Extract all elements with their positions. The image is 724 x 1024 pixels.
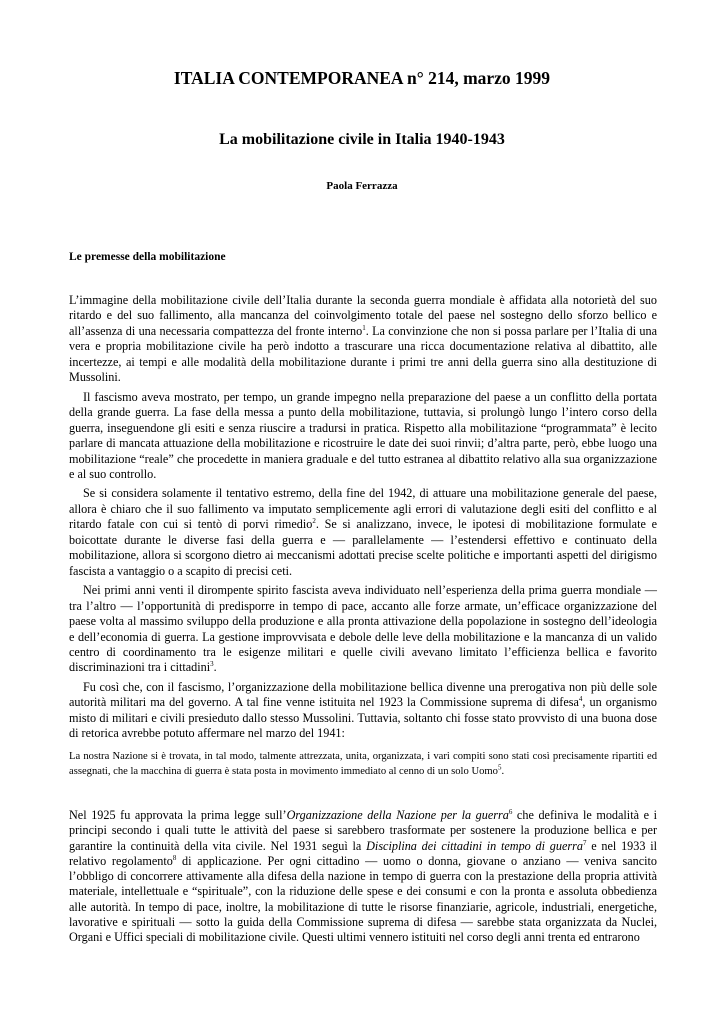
paragraph-text: Se si considera solamente il tentativo estremo, della fine del 1942, di attuare una mobilitazione generale del paese, allora è chiaro che il suo fallimento va imputato semplicemente agli errori di valutazione degli esiti del conflitto e al ritardo fatale con cui si tentò di porvi rimedio	[69, 486, 657, 532]
law-title: Organizzazione della Nazione per la guerra	[286, 808, 509, 822]
paragraph-4	[69, 583, 657, 676]
paragraph-text: di applicazione. Per ogni cittadino — uomo o donna, giovane o anziano — veniva sancito l’obbligo di concorrere attivamente alla difesa della nazione in tempo di guerra con la prestazione della propria attività materiale, intellettuale e “spirituale”, con la riduzione delle spese e dei consumi e con la pronta e assoluta obbedienza alle autorità. In tempo di pace, inoltre, la mobilitazione di tutte le risorse finanziarie, agricole, industriali, energetiche, lavorative e spirituali — sotto la guida della Commissione suprema di difesa — sarebbe stata organizzata da Nuclei, Organi e Uffici speciali di mobilitazione civile. Questi ultimi vennero istituiti nel corso degli anni trenta ed entrarono	[69, 853, 657, 945]
author-name: Paola Ferrazza	[326, 180, 398, 192]
journal-header: ITALIA CONTEMPORANEA n° 214, marzo 1999	[173, 68, 551, 88]
paragraph-text: Nei primi anni venti il dirompente spirito fascista aveva individuato nell’esperienza della prima guerra mondiale — tra l’altro — l’opportunità di predisporre in tempo di pace, accanto alle forze armate, un’efficace organizzazione del paese volta al massimo sviluppo della produzione e alla pronta attivazione della popolazione in sostegno dell’ideologia e dell’economia di guerra. La gestione improvvisata e debole delle leve della mobilitazione e la mancanza di un valido centro di coordinamento tra le esigenze militari e quelle civili avevano limitato l’efficienza bellica e favorito discriminazioni tra i cittadini	[69, 583, 657, 675]
paragraph-text: Nel 1925 fu approvata la prima legge sull’	[69, 808, 287, 822]
paragraph-text: Fu così che, con il fascismo, l’organizzazione della mobilitazione bellica divenne una prerogativa non più delle sole autorità militari ma del governo. A tal fine venne istituita nel 1923 la Commissione suprema di difesa	[69, 679, 657, 710]
paragraph-text: L’immagine della mobilitazione civile dell’Italia durante la seconda guerra mondiale è affidata alla notorietà del suo ritardo e del suo fallimento, alla mancanza del coinvolgimento totale del paese nel sostegno dello sforzo bellico e all’assenza di una necessaria compattezza del fronte interno	[69, 293, 657, 338]
paragraph-3	[69, 486, 657, 579]
paragraph-text: .	[213, 660, 217, 675]
paragraph-text: . Se si analizzano, invece, le ipotesi di mobilitazione formulate e boicottate durante le diverse fasi della guerra e — parallelamente — l’estendersi effettivo e continuato della mobilitazione, allora si scorgono dietro ai meccanismi adottati precise scelte politiche e importanti aspetti del dirigismo fascista a vantaggio o a scapito di precisi ceti.	[69, 517, 657, 578]
paragraph-text: e nel 1933 il relativo regolamento	[69, 838, 657, 868]
footnote-ref: 2	[312, 517, 316, 526]
paragraph-5	[69, 680, 657, 742]
paragraph-text: che definiva le modalità e i principi secondo i quali tutte le attività del paese si sarebbero trasformate per sostenere la produzione bellica e per garantire la continuità della vita civile. Nel 1931 seguì la	[69, 808, 657, 853]
paragraph-text: . La convinzione che non si possa parlare per l’Italia di una vera e propria mobilitazione civile ha però indotto a trascurare una ricca documentazione relativa al dibattito, alle incertezze, ai tempi e alle modalità della mobilitazione durante i primi tre anni della guerra sino alla destituzione di Mussolini.	[69, 323, 657, 385]
footnote-ref: 4	[578, 695, 583, 704]
footnote-ref: 3	[210, 660, 214, 669]
quote-text: .	[501, 766, 505, 777]
paragraph-1	[69, 293, 657, 386]
quote-text: La nostra Nazione si è trovata, in tal modo, talmente attrezzata, unita, organizzata, i vari compiti sono stati così precisamente ripartiti ed assegnati, che la macchina di guerra è stata posta in movimento immediato al cenno di un solo Uomo	[69, 751, 657, 777]
footnote-ref: 5	[497, 763, 502, 772]
law-title: Disciplina dei cittadini in tempo di guerra	[366, 838, 583, 853]
footnote-ref: 8	[172, 853, 177, 862]
footnote-ref: 7	[582, 838, 587, 847]
block-quote	[69, 749, 657, 779]
body-text	[69, 293, 657, 742]
paragraph-6	[69, 808, 657, 946]
section-heading: Le premesse della mobilitazione	[69, 251, 226, 263]
paragraph-text: , un organismo misto di militari e civili presieduto dallo stesso Mussolini. Tuttavia, soltanto chi fosse stato provvisto di una buona dose di retorica avrebbe potuto affermare nel marzo del 1941:	[69, 695, 657, 741]
footnote-ref: 1	[362, 323, 366, 332]
article-title: La mobilitazione civile in Italia 1940-1943	[219, 131, 505, 148]
footnote-ref: 6	[508, 807, 513, 816]
paragraph-2: Il fascismo aveva mostrato, per tempo, un grande impegno nella preparazione del paese a un conflitto della portata della grande guerra. La fase della messa a punto della mobilitazione, tuttavia, si prolungò lungo l’intero corso della guerra, inseguendone gli esiti e senza riuscire a tradursi in pratica. Rispetto alla mobilitazione “programmata” è lecito parlare di mancata attuazione della mobilitazione e ricostruire le date dei suoi rinvii; d’altra parte, però, ebbe luogo una mobilitazione “reale” che procedette in maniera graduale e del tutto estranea al dibattito relativo alla sua organizzazione e al suo controllo.	[69, 389, 657, 481]
